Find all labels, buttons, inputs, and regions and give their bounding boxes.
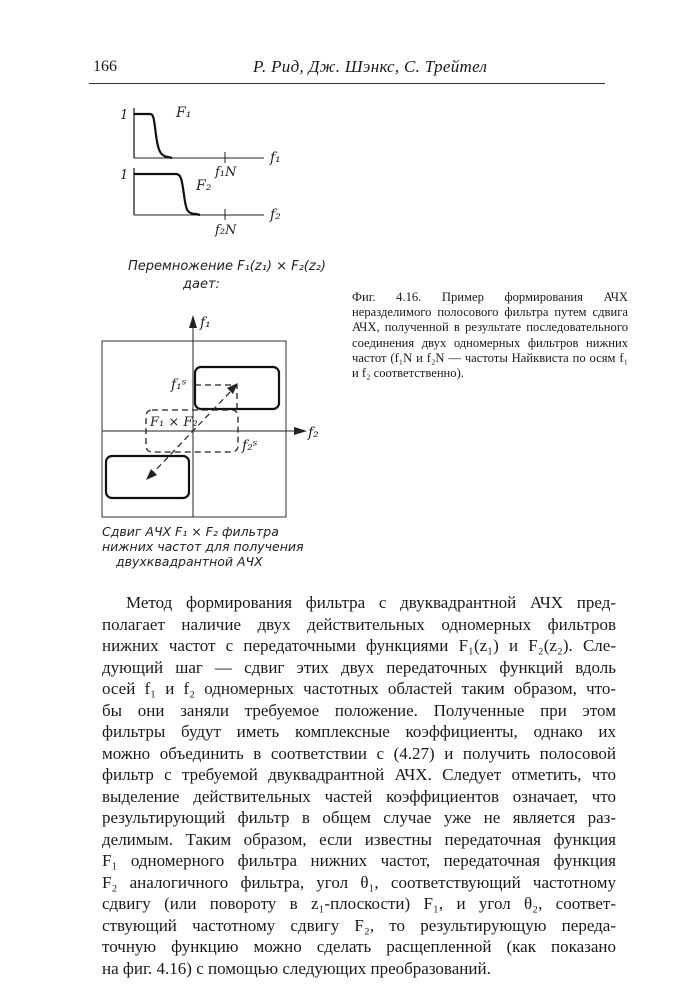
plot1-tick-label: f₁N: [215, 165, 237, 180]
plot2-curve-label: F₂: [196, 178, 212, 194]
shift2-label: f₂ˢ: [242, 438, 258, 454]
plot1-curve-label: F₁: [176, 105, 192, 121]
body-line: делимым. Таким образом, если известны передаточная функция: [102, 829, 616, 849]
shift-note-line2: нижних частот для получения: [102, 539, 304, 554]
shift-arrow-down-icon: [146, 469, 157, 480]
plot-f1: [120, 105, 281, 180]
multiplication-note: [128, 258, 348, 294]
body-paragraph: [102, 592, 616, 979]
plot1-y-label: 1: [120, 108, 129, 123]
body-line: можно объединить в соответствии с (4.27) и получить полосовой: [102, 743, 616, 763]
f1-axis-arrow-icon: [189, 315, 197, 328]
body-line: F₂ аналогичного фильтра, угол θ₁, соответствующий частотному: [102, 872, 616, 892]
f1-axis-label: f₁: [200, 315, 211, 331]
figure-caption: [352, 290, 628, 381]
caption-label: Фиг. 4.16.: [352, 290, 422, 304]
product-label: F₁ × F₂: [150, 415, 198, 430]
shift-note: [102, 524, 342, 569]
f2-axis-label: f₂: [308, 425, 319, 441]
body-line: полагает наличие двух действительных одномерных фильтров: [102, 614, 616, 634]
body-line: дующий шаг — сдвиг этих двух передаточных функций вдоль: [102, 657, 616, 677]
caption-text: Пример формирования АЧХ неразделимого полосового фильтра путем сдвига АЧХ, полученной в результате последовательного соединения двух одномерных фильтров нижних частот (f₁N и f₂N — частоты Найквиста по осям f₁ и f₂ соответственно).: [352, 290, 628, 381]
running-head: Р. Рид, Дж. Шэнкс, С. Трейтел: [253, 57, 488, 76]
f2-axis-arrow-icon: [294, 427, 307, 435]
body-line: результирующий фильтр в общем случае уже не является раз-: [102, 808, 616, 827]
plot1-axis-label: f₁: [270, 150, 281, 166]
plot2-axis-label: f₂: [270, 207, 281, 223]
plot2-tick-label: f₂N: [215, 223, 237, 238]
shift-note-line3: двухквадрантной АЧХ: [116, 554, 263, 569]
body-line: сдвигу (или повороту в z₁-плоскости) F₁, и угол θ₂, соответ-: [102, 894, 616, 913]
page-number: 166: [93, 58, 117, 75]
plot1-curve: [134, 114, 172, 158]
body-line: точную функцию можно сделать расщепленной (как показано: [102, 937, 616, 956]
body-line: нижних частот с передаточными функциями F₁(z₁) и F₂(z₂). Сле-: [102, 636, 616, 655]
multiplication-note-line1: Перемножение F₁(z₁) × F₂(z₂): [128, 259, 326, 274]
body-line: выделение действительных частей коэффициентов означает, что: [102, 786, 616, 806]
shift1-label: f₁ˢ: [171, 377, 187, 393]
multiplication-note-line2: дает:: [183, 277, 220, 292]
body-line: фильтр с требуемой двуквадрантной АЧХ. Следует отметить, что: [102, 765, 616, 784]
body-line: фильтры будут иметь комплексные коэффициенты, однако их: [102, 722, 616, 741]
body-line: осей f₁ и f₂ одномерных частотных областей таким образом, что-: [102, 679, 616, 698]
body-line: F₁ одномерного фильтра нижних частот, передаточная функция: [102, 851, 616, 870]
body-line: Метод формирования фильтра с двуквадрантной АЧХ пред-: [126, 593, 616, 612]
shift-vector: [150, 389, 233, 476]
plot2-curve: [134, 174, 200, 215]
body-line: ствующий частотному сдвигу F₂, то результирующую переда-: [102, 915, 616, 935]
plot-f2: [120, 168, 281, 238]
shift-note-line1: Сдвиг АЧХ F₁ × F₂ фильтра: [102, 524, 279, 539]
body-line: на фиг. 4.16) с помощью следующих преобразований.: [102, 958, 491, 978]
body-line: бы они заняли требуемое положение. Полученные при этом: [102, 700, 616, 720]
plot2-y-label: 1: [120, 168, 129, 183]
frequency-plane: [102, 315, 319, 517]
